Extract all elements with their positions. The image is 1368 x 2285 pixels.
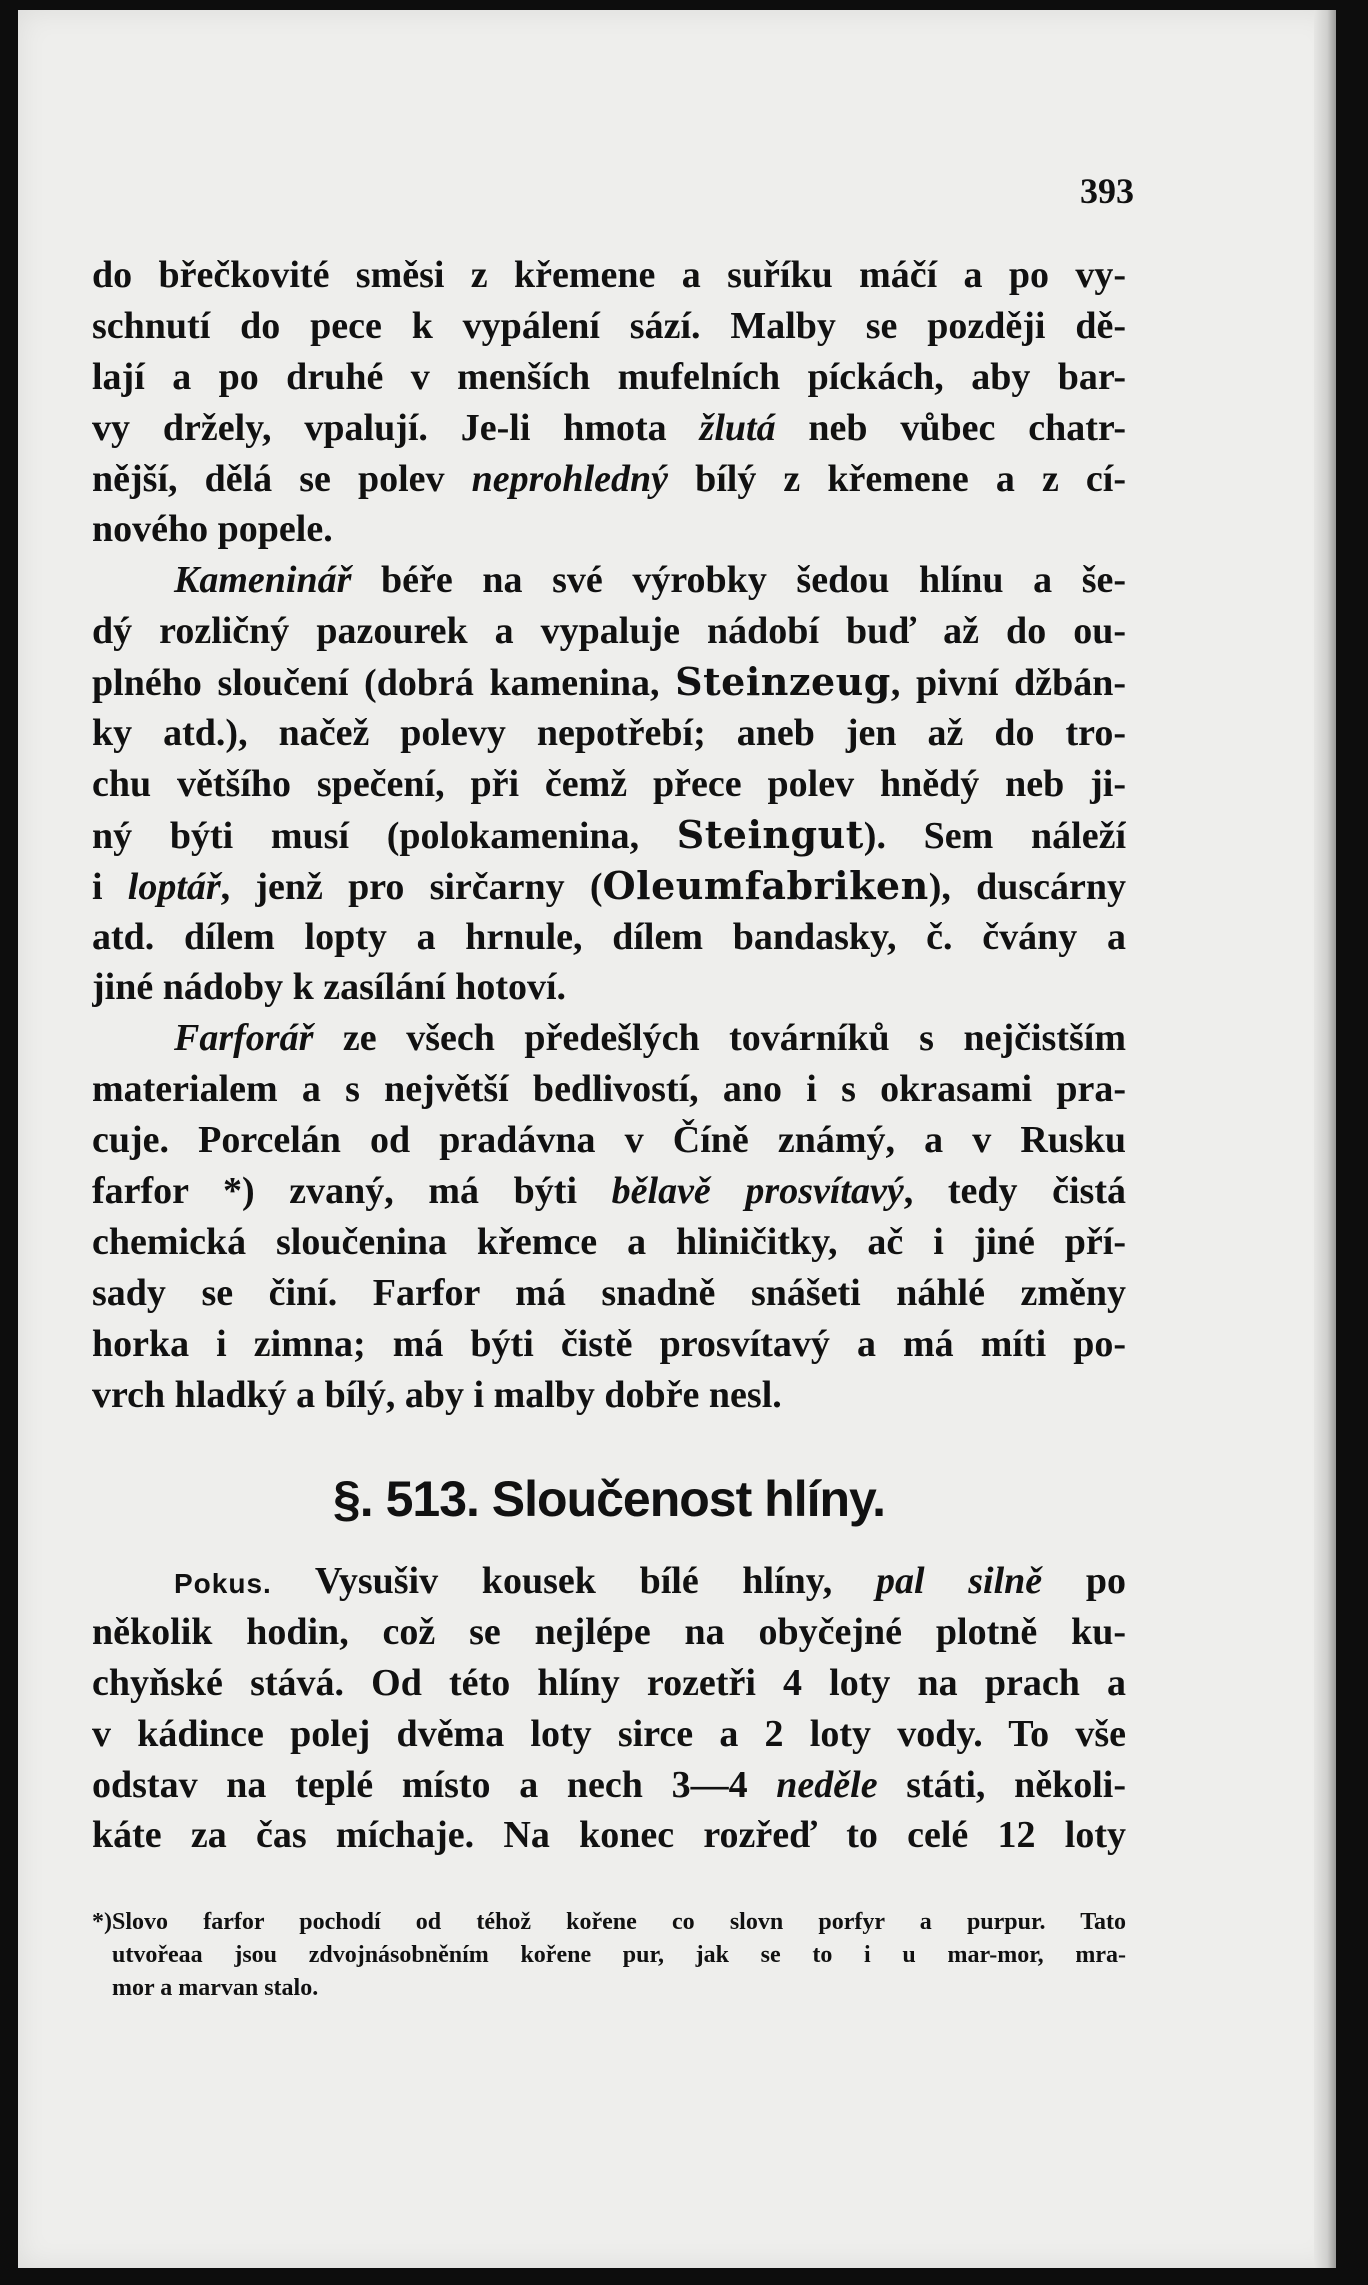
text-line: ný býti musí (polokamenina, Steingut). Sem náleží [92, 811, 1126, 857]
text-line: ky atd.), načež polevy nepotřebí; aneb jen až do tro- [92, 712, 1126, 755]
text-line: odstav na teplé místo a nech 3—4 neděle státi, několi- [92, 1763, 1126, 1806]
emphasis: bělavě prosvítavý [611, 1170, 904, 1213]
fraktur-word: Oleumfabriken [602, 862, 929, 908]
text-line: několik hodin, což se nejlépe na obyčejné plotně ku- [92, 1610, 1126, 1653]
text-line: farfor *) zvaný, má býti bělavě prosvítavý, tedy čistá [92, 1170, 1126, 1213]
experiment-label: Pokus. [174, 1568, 272, 1599]
text-line: lají a po druhé v menších mufelních píckách, aby bar- [92, 355, 1126, 398]
text-line: horka i zimna; má býti čistě prosvítavý a má míti po- [92, 1322, 1126, 1365]
text-line: jiné nádoby k zasílání hotoví. [92, 966, 567, 1009]
text-line: chyňské stává. Od této hlíny rozetři 4 loty na prach a [92, 1661, 1126, 1704]
emphasis: pal silně [875, 1560, 1043, 1602]
page-edge-shadow [1314, 10, 1336, 2268]
emphasis: žlutá [699, 406, 776, 449]
text-line: káte za čas míchaje. Na konec rozřeď to celé 12 loty [92, 1814, 1126, 1857]
text-line: i loptář, jenž pro sirčarny (Oleumfabriken), duscárny [92, 862, 1126, 908]
text-line: vrch hladký a bílý, aby i malby dobře nesl. [92, 1373, 782, 1416]
text-line: Farforář ze všech předešlých továrníků s nejčistším [174, 1017, 1126, 1060]
text-line: do břečkovité směsi z křemene a suříku máčí a po vy- [92, 254, 1126, 296]
text-line: vy držely, vpalují. Je-li hmota žlutá neb vůbec chatr- [92, 406, 1126, 449]
footnote-line: Slovo farfor pochodí od téhož kořene co slovn porfyr a purpur. Tato [112, 1909, 1126, 1935]
text-line: dý rozličný pazourek a vypaluje nádobí buď až do ou- [92, 610, 1126, 653]
footnote [92, 1906, 1126, 2005]
text-line: Kameninář béře na své výrobky šedou hlínu a še- [174, 559, 1126, 602]
section-heading: §. 513. Sloučenost hlíny. [332, 1471, 886, 1527]
text-line: cuje. Porcelán od pradávna v Číně známý, a v Rusku [92, 1119, 1126, 1162]
body-text [92, 250, 1126, 1420]
text-line: schnutí do pece k vypálení sází. Malby se později dě- [92, 304, 1126, 347]
text-line: v kádince polej dvěma loty sirce a 2 loty vody. To vše [92, 1712, 1126, 1755]
fraktur-word: Steinzeug [675, 659, 891, 705]
footnote-mark: *) [92, 1909, 112, 1935]
emphasis: neprohledný [471, 457, 668, 500]
text-line: nového popele. [92, 508, 333, 551]
text-line: materialem a s největší bedlivostí, ano i s okrasami pra- [92, 1068, 1126, 1111]
emphasis: neděle [776, 1763, 878, 1806]
text-line: nější, dělá se polev neprohledný bílý z křemene a z cí- [92, 457, 1126, 500]
text-line: chu většího spečení, při čemž přece polev hnědý neb ji- [92, 762, 1126, 805]
fraktur-word: Steingut [676, 811, 864, 857]
emphasis: Kameninář [174, 559, 352, 602]
emphasis: Farforář [174, 1017, 314, 1060]
text-line: sady se činí. Farfor má snadně snášeti náhlé změny [92, 1271, 1126, 1314]
footnote-line: utvořeaa jsou zdvojnásobněním kořene pur, jak se to i u mar-mor, mra- [112, 1942, 1126, 1968]
page-number: 393 [1080, 171, 1134, 211]
text-line: plného sloučení (dobrá kamenina, Steinzeug, pivní džbán- [92, 659, 1126, 705]
text-line: atd. dílem lopty a hrnule, dílem bandasky, č. čvány a [92, 915, 1126, 958]
text-line: Pokus. Vysušiv kousek bílé hlíny, pal silně po [174, 1560, 1126, 1602]
text-line: chemická sloučenina křemce a hliničitky, ač i jiné pří- [92, 1220, 1126, 1263]
experiment-text [92, 1556, 1126, 1861]
footnote-line: mor a marvan stalo. [112, 1975, 319, 2001]
emphasis: loptář [127, 865, 221, 908]
